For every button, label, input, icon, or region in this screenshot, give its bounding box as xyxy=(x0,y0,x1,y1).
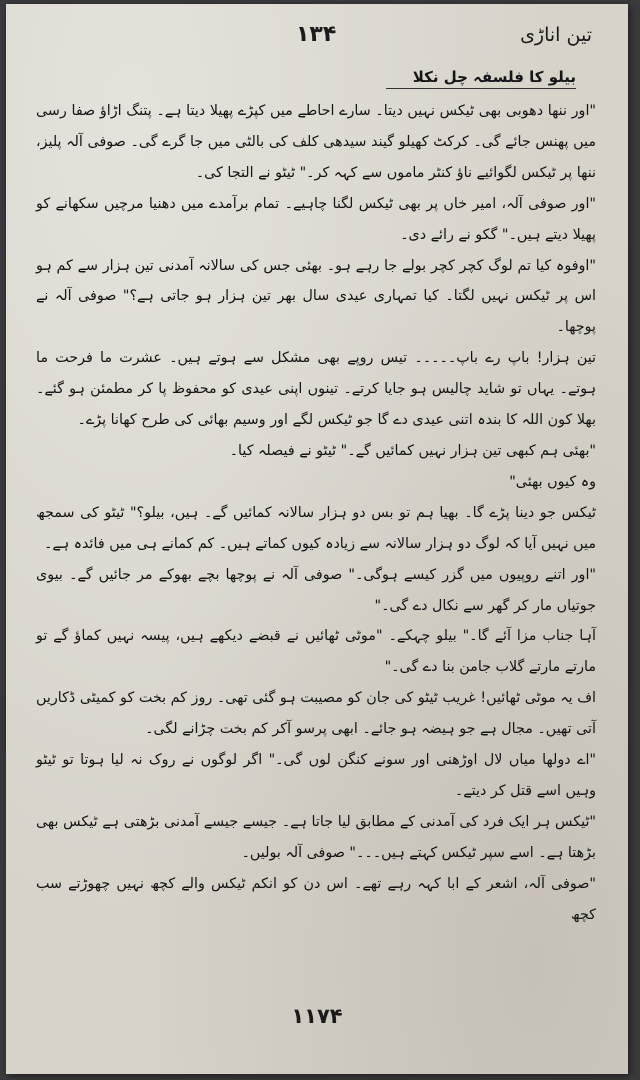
paragraph: ٹیکس جو دینا پڑے گا۔ بھیا ہم تو بس دو ہزار سالانہ کمائیں گے۔ ہیں، بیلو؟" ٹیٹو کی سمجھ میں نہیں آیا کہ لوگ دو ہزار سالانہ سے زیادہ کیوں کماتے ہیں۔ کم کمانے ہی میں فائدہ ہے۔ xyxy=(36,504,596,552)
paragraph: "اوفوہ کیا تم لوگ کچر کچر بولے جا رہے ہو۔ بھئی جس کی سالانہ آمدنی تین ہزار سے کم ہو اس پر ٹیکس نہیں لگتا۔ کیا تمہاری عیدی سال بھر تین ہزار ہو جاتی ہے؟" صوفی آلہ نے پوچھا۔ xyxy=(36,257,596,336)
paragraph: تین ہزار! باپ رے باپ۔۔۔۔۔ تیس روپے بھی مشکل سے ہوتے ہیں۔ عشرت ما فرحت ما ہوتے۔ یہاں تو شاید چالیس ہو جایا کرتے۔ تینوں اپنی عیدی کو محفوظ پا کر مطمئن ہو گئے۔ بھلا کون اللہ کا بندہ اتنی عیدی دے گا جو ٹیکس لگے اور وسیم بھائی کی طرح کھانا پڑے۔ xyxy=(36,350,596,429)
paragraph: "اور اتنے روپیوں میں گزر کیسے ہوگی۔" صوفی آلہ نے پوچھا بچے بھوکے مر جائیں گے۔ بیوی جوتیاں مار کر گھر سے نکال دے گی۔" xyxy=(36,566,596,614)
page-number: ۱۳۴ xyxy=(296,22,337,47)
paragraph: "اور ننھا دھوبی بھی ٹیکس نہیں دیتا۔ سارے احاطے میں کپڑے پھیلا دیتا ہے۔ پتنگ اڑاؤ صفا رسی میں پھنس جائے گی۔ کرکٹ کھیلو گیند سیدھی کلف کی بالٹی میں جا گرے گی۔ صوفی آلہ پلیز، ننھا پر ٹیکس لگوائیے ناؤ کنٹر ماموں سے کہہ کر۔" ٹیٹو نے التجا کی۔ xyxy=(36,103,596,181)
paragraph: "صوفی آلہ، اشعر کے ابا کہہ رہے تھے۔ اس دن کو انکم ٹیکس والے کچھ نہیں چھوڑتے سب کچھ xyxy=(36,875,596,923)
paragraph: "بھئی ہم کبھی تین ہزار نہیں کمائیں گے۔" ٹیٹو نے فیصلہ کیا۔ xyxy=(229,442,596,459)
paragraph: "ٹیکس ہر ایک فرد کی آمدنی کے مطابق لیا جاتا ہے۔ جیسے جیسے آمدنی بڑھتی ہے ٹیکس بھی بڑھتا ہے۔ اسے سپر ٹیکس کہتے ہیں۔۔۔" صوفی آلہ بولیں۔ xyxy=(36,813,596,861)
section-title: بیلو کا فلسفہ چل نکلا xyxy=(336,68,576,86)
paragraph: آہا جناب مزا آئے گا۔" بیلو چہکے۔ "موٹی ٹھائیں نے قبضے دیکھے ہیں، پیسہ نہیں کماؤ گے تو مارتے مارتے گلاب جامن بنا دے گی۔" xyxy=(36,628,596,676)
body-text xyxy=(36,96,596,930)
footer-number: ۱۱۷۴ xyxy=(291,1004,343,1028)
paragraph: "اور صوفی آلہ، امیر خاں پر بھی ٹیکس لگنا چاہیے۔ تمام برآمدے میں دھنیا مرچیں سکھانے کو پھیلا دیتے ہیں۔" گکو نے رائے دی۔ xyxy=(36,195,596,243)
paragraph: "اے دولھا میاں لال اوڑھنی اور سونے کنگن لوں گی۔" اگر لوگوں نے روک نہ لیا ہوتا تو ٹیٹو وہیں اسے قتل کر دیتے۔ xyxy=(36,752,596,799)
book-page xyxy=(6,4,628,1074)
paragraph: اف یہ موٹی ٹھائیں! غریب ٹیٹو کی جان کو مصیبت ہو گئی تھی۔ روز کم بخت کو کمیٹی ڈکاریں آتی تھیں۔ مجال ہے جو ہیضہ ہو جائے۔ ابھی پرسو آکر کم بخت چڑانے لگی۔ xyxy=(36,690,596,738)
paragraph: وہ کیوں بھئی" xyxy=(509,473,596,490)
page-header xyxy=(6,18,628,54)
running-head: تین اناڑی xyxy=(520,24,592,46)
